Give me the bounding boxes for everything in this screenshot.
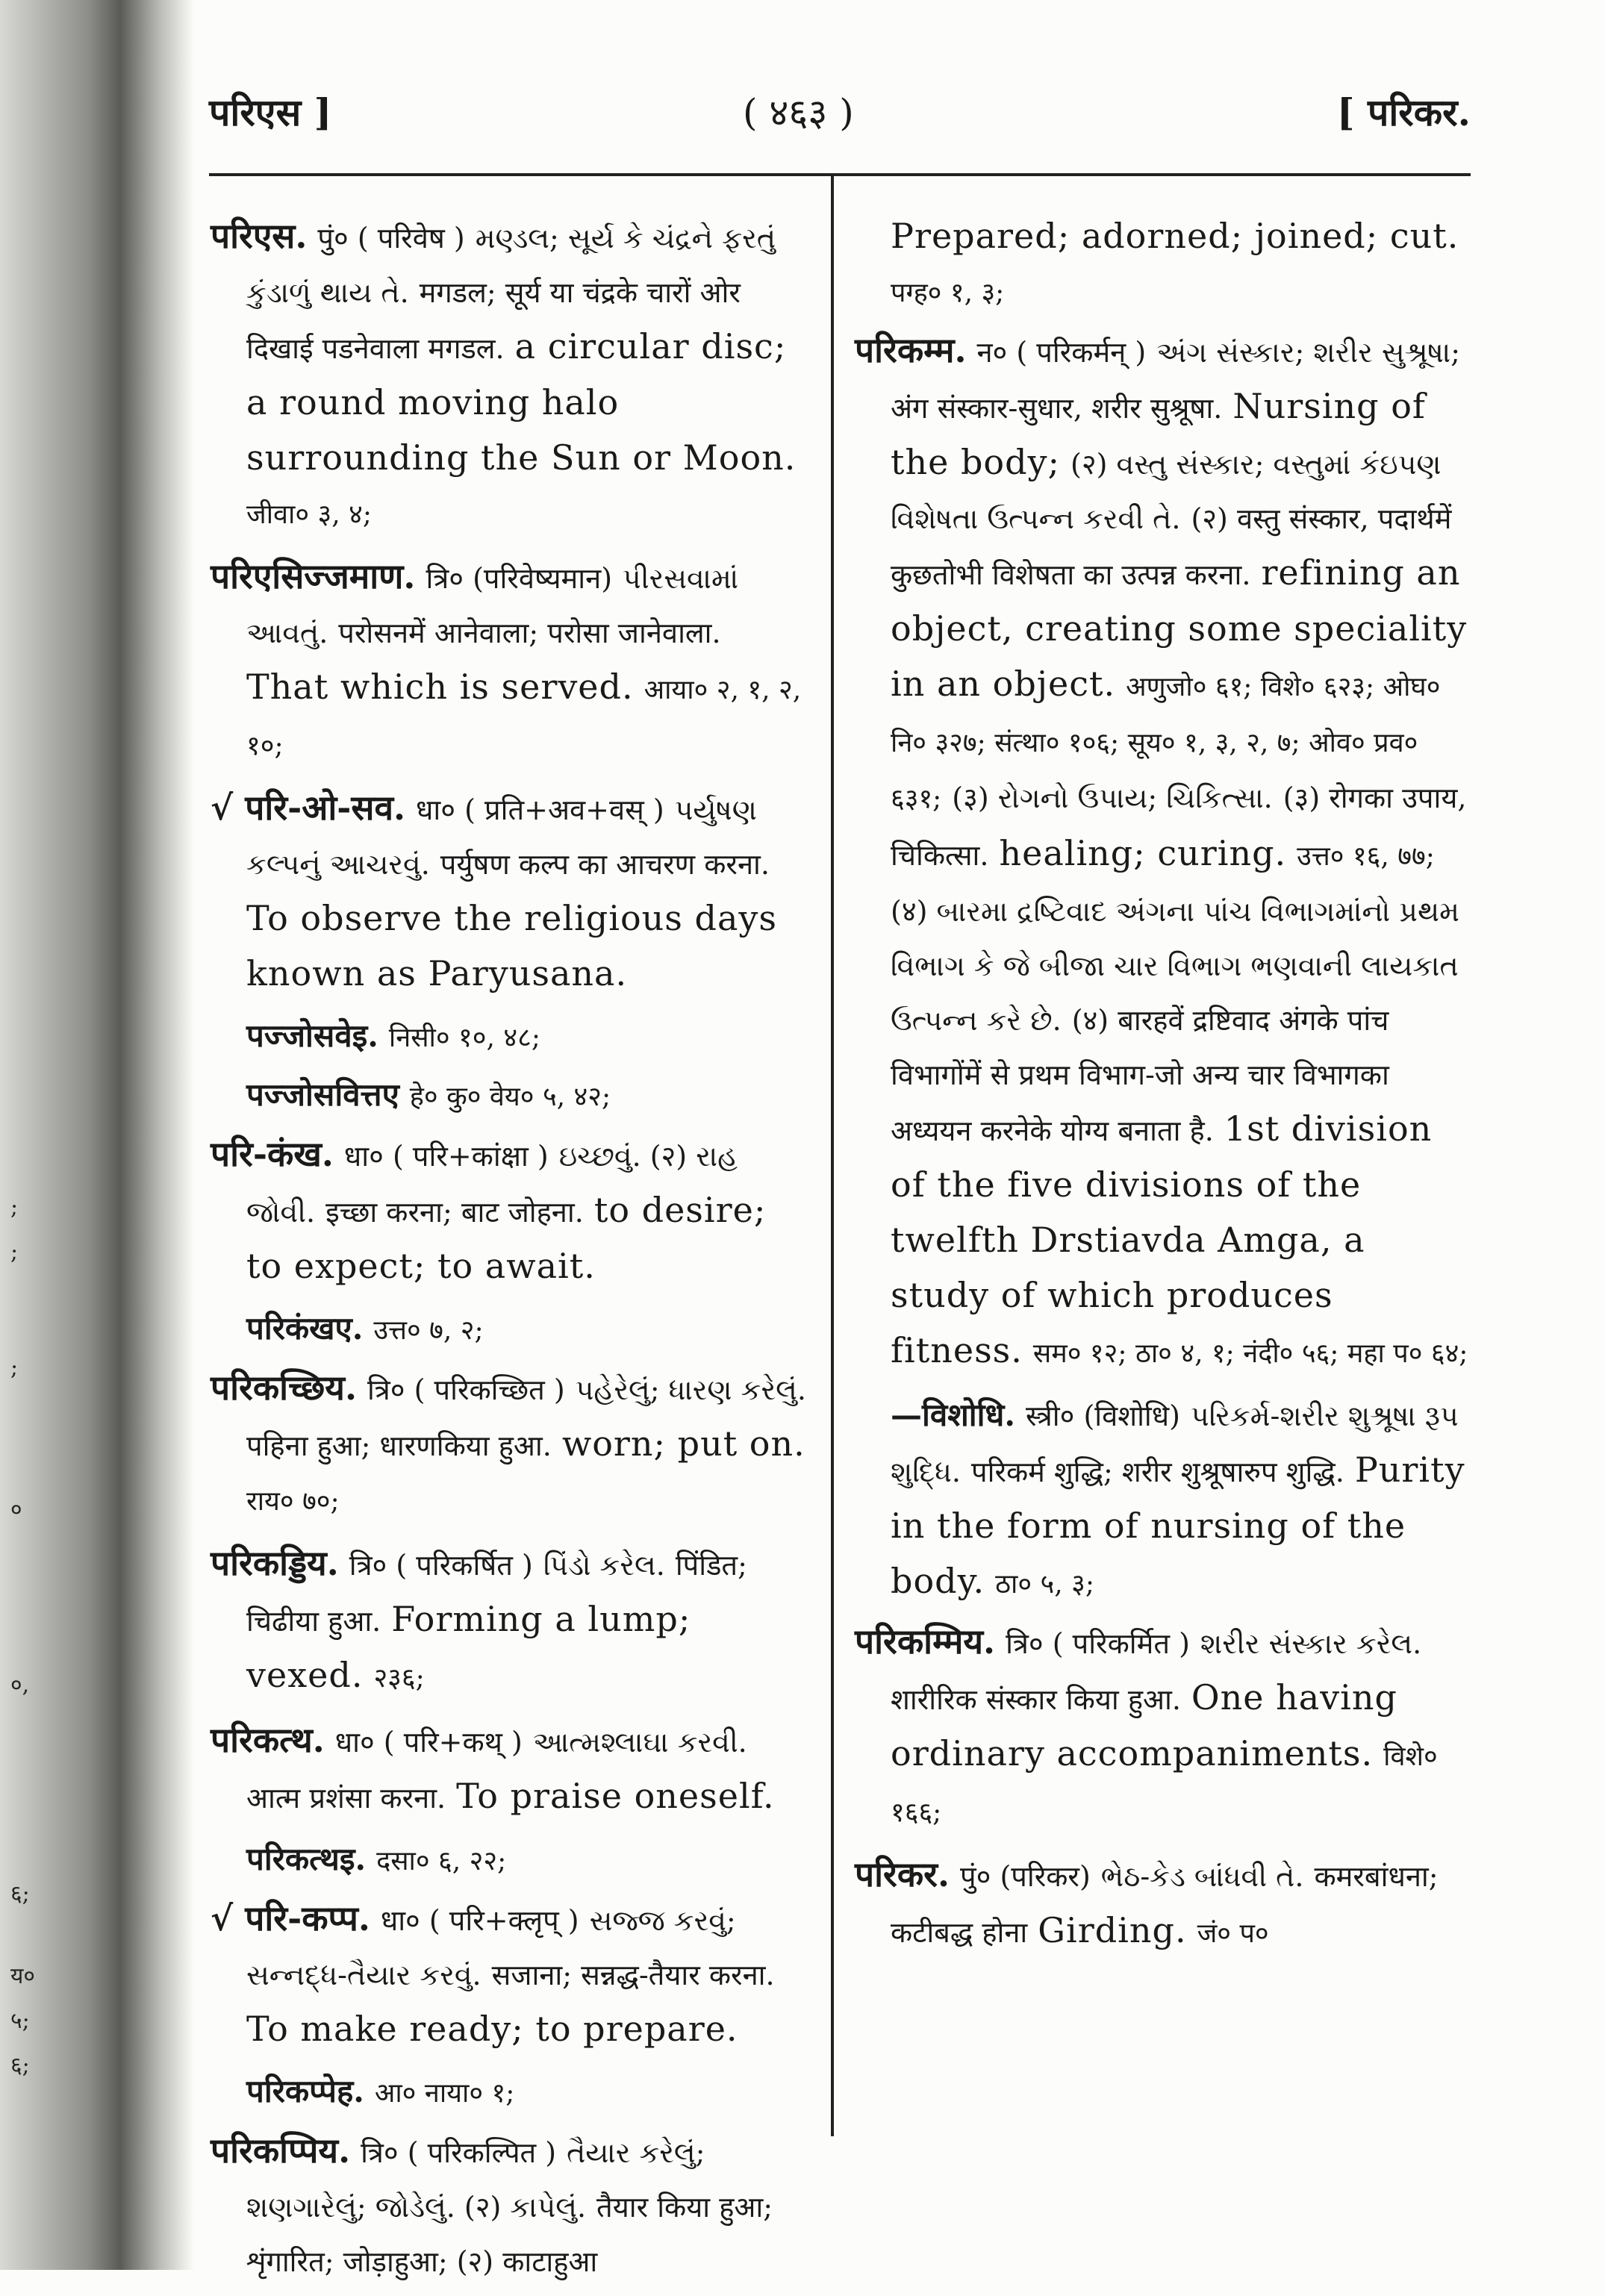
headword: परिकर. xyxy=(855,1854,950,1894)
gujarati-gloss: સજ્જ કરવું; સન્નદ્ધ-તૈયાર કરવું. xyxy=(246,1904,736,1991)
margin-marks xyxy=(0,0,45,2270)
sub-entry xyxy=(211,1832,811,1888)
grammar-label: धा० ( परि+कांक्षा ) xyxy=(343,1140,549,1173)
gujarati-gloss: ભેઠ-કેડ બાંધવી તે. xyxy=(1100,1860,1304,1893)
headword: परिकच्छिय. xyxy=(211,1367,357,1408)
margin-mark: ; xyxy=(10,1239,19,1265)
sub-entry xyxy=(211,2065,811,2121)
gujarati-gloss: મણ્ડલ; સૂર્ય કે ચંદ્રને ફરતું કુંડાળું થાય તે. xyxy=(246,222,776,309)
gujarati-gloss: શરીર સંસ્કાર કરેલ. xyxy=(1200,1627,1422,1660)
headword: √ परि-ओ-सव. xyxy=(211,787,406,828)
english-gloss: To praise oneself. xyxy=(456,1776,775,1816)
grammar-label: धा० ( परि+कथ् ) xyxy=(334,1726,523,1759)
gujarati-gloss: આત્મશ્લાઘા કરવી. xyxy=(532,1726,747,1759)
references: दसा० ६, २२; xyxy=(376,1846,507,1877)
gujarati-gloss: (३) રોગનો ઉપાય; ચિકિત્સા. xyxy=(952,782,1273,814)
hindi-gloss: पिंडित; चिढीया हुआ. xyxy=(246,1549,747,1638)
margin-mark: ०, xyxy=(10,1672,30,1698)
hindi-gloss: पहिना हुआ; धारणकिया हुआ. xyxy=(246,1429,552,1462)
dictionary-entry xyxy=(211,1127,811,1294)
english-gloss: To make ready; to prepare. xyxy=(246,2009,738,2049)
header-first-word: परिएस ] xyxy=(209,90,332,134)
english-gloss: Forming a lump; vexed. xyxy=(246,1599,691,1695)
english-gloss: Purity in the form of nursing of the body. xyxy=(891,1450,1465,1601)
headword: √ परि-कप्प. xyxy=(211,1898,370,1938)
sub-headword: —विशोधि. xyxy=(891,1397,1015,1433)
grammar-label: त्रि० ( परिकर्मित ) xyxy=(1006,1627,1190,1660)
hindi-gloss: इच्छा करना; बाट जोहना. xyxy=(325,1196,584,1229)
english-gloss: Nursing of the body; xyxy=(891,386,1426,482)
sub-headword: परिकंखए. xyxy=(246,1310,364,1347)
sub-headword: परिकत्थइ. xyxy=(246,1841,367,1877)
margin-mark: ; xyxy=(10,1194,19,1220)
grammar-label: त्रि० ( परिकर्षित ) xyxy=(349,1549,533,1582)
right-column xyxy=(855,209,1474,1968)
gujarati-gloss: પિંડો કરેલ. xyxy=(543,1549,665,1582)
hindi-gloss: कमरबांधना; कटीबद्ध होना xyxy=(891,1860,1439,1949)
references: जं० प० xyxy=(1197,1918,1269,1949)
headword: परिकप्पिय. xyxy=(211,2130,351,2171)
sub-headword: पज्जोसवित्तए xyxy=(246,1076,399,1113)
hindi-gloss: पर्युषण कल्प का आचरण करना. xyxy=(440,848,770,881)
references: २३६; xyxy=(373,1663,425,1694)
references: हे० कु० वेय० ५, ४२; xyxy=(409,1082,611,1112)
sub-entry xyxy=(855,1388,1474,1612)
grammar-label: न० ( परिकर्मन् ) xyxy=(976,336,1147,369)
gujarati-gloss: પીરસવામાં આવતું. xyxy=(246,562,739,649)
dictionary-entry xyxy=(211,1891,811,2057)
headword: परिकम्मिय. xyxy=(855,1621,996,1662)
gujarati-gloss: ઇચ્છવું. (२) રાહ જોવી. xyxy=(246,1140,738,1229)
dictionary-entry xyxy=(211,2124,811,2289)
grammar-label: त्रि० (परिवेष्यमान) xyxy=(426,562,613,595)
references: सम० १२; ठा० ४, १; नंदी० ५६; महा प० ६४; xyxy=(1032,1338,1468,1369)
english-gloss: refining an object, creating some speciality in an object. xyxy=(891,552,1468,704)
references: जीवा० ३, ४; xyxy=(246,499,372,530)
references: आया० २, १, २, १०; xyxy=(246,675,802,761)
gujarati-gloss: અંગ સંસ્કાર; શરીર સુશ્રૂષા; xyxy=(1156,336,1460,369)
english-gloss: Prepared; adorned; joined; cut. xyxy=(891,216,1459,256)
dictionary-entry xyxy=(211,1713,811,1825)
margin-mark: ६; xyxy=(10,2053,30,2079)
header-last-word: [ परिकर. xyxy=(1336,90,1471,134)
dictionary-entry xyxy=(211,209,811,542)
page-header xyxy=(209,86,1471,146)
headword: परिएसिज्जमाण. xyxy=(211,556,416,596)
references: आ० नाया० १; xyxy=(374,2078,515,2109)
gujarati-gloss: પર્યુષણ કલ્પનું આચરવું. xyxy=(246,793,757,881)
margin-mark: य० xyxy=(10,1963,35,1989)
gujarati-gloss: (२) વસ્તુ સંસ્કાર; વસ્તુમાં કંઇપણ વિશેષતા ઉત્પન્ન કરવી તે. xyxy=(891,448,1442,535)
hindi-gloss: शारीरिक संस्कार किया हुआ. xyxy=(891,1683,1181,1716)
references: उत्त० ७, २; xyxy=(373,1315,484,1346)
sub-entry xyxy=(211,1068,811,1124)
dictionary-entry xyxy=(211,1361,811,1529)
english-gloss: worn; put on. xyxy=(561,1423,805,1464)
entry-continuation xyxy=(855,209,1474,320)
headword: परिएस. xyxy=(211,216,308,256)
references: निसी० १०, ४८; xyxy=(388,1023,540,1053)
english-gloss: Girding. xyxy=(1038,1910,1187,1950)
sub-headword: परिकप्पेह. xyxy=(246,2073,364,2109)
margin-mark: ६; xyxy=(10,1881,30,1907)
column-divider xyxy=(831,173,834,2136)
references: पग्ह० १, ३; xyxy=(891,278,1005,308)
headword: परिकड्डिय. xyxy=(211,1543,339,1583)
headword: परिकत्थ. xyxy=(211,1720,325,1760)
hindi-gloss: सजाना; सन्नद्ध-तैयार करना. xyxy=(491,1959,775,1991)
margin-mark: ५; xyxy=(10,2008,30,2034)
gujarati-gloss: (४) બારમા દ્રષ્ટિવાદ અંગના પાંચ વિભાગમાંનો પ્રથમ વિભાગ કે જે બીજા ચાર વિભાગ ભણવાની લાયકાત ઉત્પન્ન કરે છે. xyxy=(891,895,1459,1037)
references: विशे० १६६; xyxy=(891,1741,1438,1828)
references: राय० ७०; xyxy=(246,1486,340,1517)
dictionary-entry xyxy=(211,1536,811,1706)
dictionary-entry xyxy=(855,1615,1474,1840)
gujarati-gloss: પરિકર્મ-શરીર શુશ્રૂષા રૂપ શુદ્ધિ. xyxy=(891,1400,1459,1488)
left-column xyxy=(211,209,811,2296)
grammar-label: धा० ( परि+क्लृप् ) xyxy=(380,1904,579,1937)
references: अणुजो० ६१; विशे० ६२३; ओघ० नि० ३२७; संत्था० १०६; सूय० १, ३, २, ७; ओव० प्रव० ६३१; xyxy=(891,672,1441,814)
headword: परिकम्म. xyxy=(855,330,967,370)
hindi-gloss: अंग संस्कार-सुधार, शरीर सुश्रूषा. xyxy=(891,392,1223,425)
hindi-gloss: (३) रोगका उपाय, चिकित्सा. xyxy=(891,782,1467,872)
english-gloss: To observe the religious days known as Paryusana. xyxy=(246,898,777,993)
page-number: ( ४६३ ) xyxy=(743,91,854,134)
sub-entry xyxy=(211,1302,811,1358)
dictionary-entry xyxy=(855,323,1474,1381)
sub-headword: पज्जोसवेइ. xyxy=(246,1017,378,1054)
english-gloss: healing; curing. xyxy=(999,833,1287,873)
grammar-label: त्रि० ( परिकच्छित ) xyxy=(367,1373,565,1406)
hindi-gloss: (२) वस्तु संस्कार, पदार्थमें कुछतोभी विशेषता का उत्पन्न करना. xyxy=(891,502,1452,591)
grammar-label: स्त्री० (विशोधि) xyxy=(1026,1400,1180,1432)
english-gloss: to desire; to expect; to await. xyxy=(246,1190,767,1286)
gujarati-gloss: તૈયાર કરેલું; શણગારેલું; જોડેલું. (२) કાપેલું. xyxy=(246,2136,705,2224)
hindi-gloss: आत्म प्रशंसा करना. xyxy=(246,1782,446,1815)
grammar-label: पुं० (परिकर) xyxy=(960,1860,1091,1893)
hindi-gloss: (४) बारहवें द्रष्टिवाद अंगके पांच विभागोंमें से प्रथम विभाग-जो अन्य चार विभागका अध्ययन करनेके योग्य बनाता है. xyxy=(891,1004,1389,1147)
english-gloss: a circular disc; a round moving halo surrounding the Sun or Moon. xyxy=(246,326,797,478)
dictionary-entry xyxy=(211,549,811,773)
hindi-gloss: परोसनमें आनेवाला; परोसा जानेवाला. xyxy=(338,617,721,649)
references: उत्त० १६, ७७; xyxy=(1297,841,1435,872)
sub-entry xyxy=(211,1009,811,1065)
header-rule xyxy=(209,173,1471,176)
hindi-gloss: परिकर्म शुद्धि; शरीर शुश्रूषारुप शुद्धि. xyxy=(971,1456,1344,1488)
grammar-label: पुं० ( परिवेष ) xyxy=(317,222,465,255)
grammar-label: त्रि० ( परिकल्पित ) xyxy=(361,2136,557,2169)
grammar-label: धा० ( प्रति+अव+वस् ) xyxy=(416,793,664,826)
hindi-gloss: तैयार किया हुआ; शृंगारित; जोड़ाहुआ; (२) काटाहुआ xyxy=(246,2191,773,2278)
margin-mark: ; xyxy=(10,1355,19,1381)
hindi-gloss: मगडल; सूर्य या चंद्रके चारों ओर दिखाई पडनेवाला मगडल. xyxy=(246,276,741,365)
english-gloss: 1st division of the five divisions of the twelfth Drstiavda Amga, a study of which produces fitness. xyxy=(891,1108,1433,1370)
english-gloss: That which is served. xyxy=(246,667,634,707)
headword: परि-कंख. xyxy=(211,1134,334,1174)
margin-mark: ० xyxy=(10,1497,22,1523)
english-gloss: One having ordinary accompaniments. xyxy=(891,1677,1397,1774)
dictionary-entry xyxy=(855,1847,1474,1961)
gujarati-gloss: પહેરેલું; ધારણ કરેલું. xyxy=(575,1373,806,1406)
references: ठा० ५, ३; xyxy=(995,1569,1094,1600)
dictionary-entry xyxy=(211,781,811,1002)
